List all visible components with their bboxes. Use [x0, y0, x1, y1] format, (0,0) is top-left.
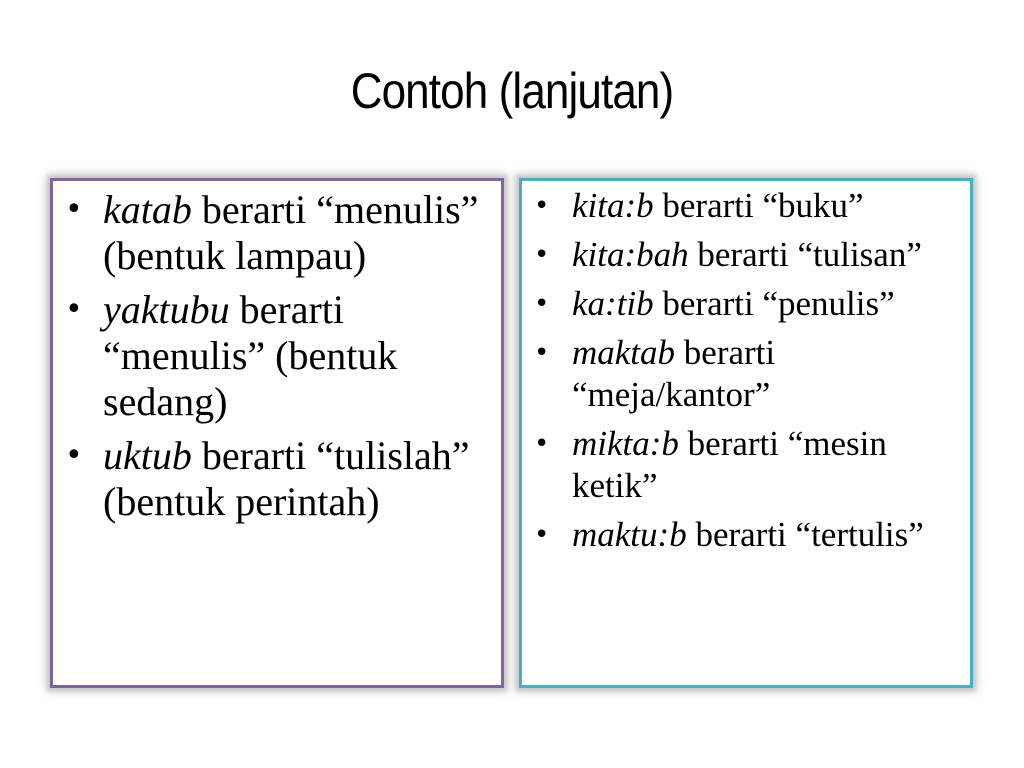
list-item	[532, 514, 960, 556]
arabic-term: ka:tib	[572, 284, 654, 323]
arabic-term: maktu:b	[572, 515, 687, 554]
term-meaning: berarti “penulis”	[662, 284, 895, 323]
bullet-icon: •	[534, 191, 550, 221]
term-meaning: berarti “menulis” (bentuk lampau)	[103, 187, 479, 278]
arabic-term: yaktubu	[103, 287, 230, 332]
bullet-icon: •	[65, 192, 83, 227]
term-meaning: berarti “menulis” (bentuk sedang)	[103, 287, 398, 424]
list-item	[532, 332, 960, 416]
slide-title: Contoh (lanjutan)	[350, 63, 674, 119]
list-item	[63, 187, 491, 279]
list-item	[532, 234, 960, 276]
list-item	[63, 287, 491, 425]
arabic-term: uktub	[103, 433, 192, 478]
list-item	[63, 433, 491, 525]
bullet-icon: •	[534, 240, 550, 270]
bullet-icon: •	[534, 338, 550, 368]
left-bullet-list	[53, 181, 501, 525]
bullet-icon: •	[65, 438, 83, 473]
list-item	[532, 423, 960, 507]
term-meaning: berarti “buku”	[662, 186, 864, 225]
list-item	[532, 185, 960, 227]
term-meaning: berarti “meja/kantor”	[572, 333, 776, 414]
left-content-box	[50, 178, 504, 688]
bullet-icon: •	[65, 292, 83, 327]
term-meaning: berarti “tulisan”	[697, 235, 922, 274]
arabic-term: kita:b	[572, 186, 654, 225]
term-meaning: berarti “tertulis”	[695, 515, 924, 554]
right-content-box	[519, 178, 973, 688]
list-item	[532, 283, 960, 325]
term-meaning: berarti “tulislah” (bentuk perintah)	[103, 433, 470, 524]
bullet-icon: •	[534, 289, 550, 319]
bullet-icon: •	[534, 429, 550, 459]
term-meaning: berarti “mesin ketik”	[572, 424, 887, 505]
arabic-term: katab	[103, 187, 192, 232]
arabic-term: kita:bah	[572, 235, 689, 274]
bullet-icon: •	[534, 520, 550, 550]
arabic-term: maktab	[572, 333, 676, 372]
right-bullet-list	[522, 181, 970, 556]
arabic-term: mikta:b	[572, 424, 679, 463]
